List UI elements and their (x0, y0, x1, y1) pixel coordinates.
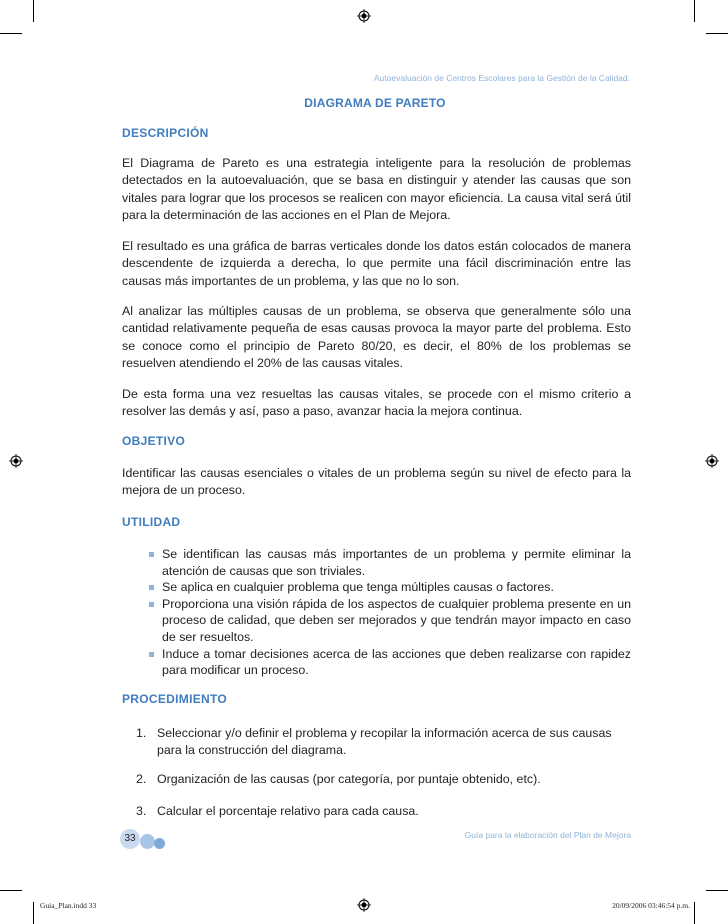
step-number: 1. (136, 726, 147, 740)
registration-mark-left-icon (9, 454, 23, 468)
decorative-circle (154, 838, 165, 849)
step-item (136, 771, 541, 788)
list-item (148, 546, 631, 579)
bullet-square-icon (149, 552, 154, 557)
slug-timestamp: 20/09/2006 03:46:54 p.m. (612, 901, 690, 910)
step-text: Calcular el porcentaje relativo para cada causa. (157, 804, 419, 818)
step-item (136, 725, 631, 758)
step-number: 3. (136, 804, 147, 818)
step-text: Seleccionar y/o definir el problema y recopilar la información acerca de sus causas para la construcción del diagrama. (157, 726, 612, 757)
heading-objetivo: OBJETIVO (122, 434, 186, 448)
list-item (148, 579, 631, 596)
bullet-square-icon (149, 652, 154, 657)
registration-mark-bottom-icon (357, 898, 371, 912)
heading-utilidad: UTILIDAD (122, 515, 181, 529)
objetivo-paragraph: Identificar las causas esenciales o vitales de un problema según su nivel de efecto para la mejora de un proceso. (122, 466, 631, 498)
descripcion-paragraph-3: Al analizar las múltiples causas de un problema, se observa que generalmente sólo una cantidad relativamente pequeña de esas causas provoca la mayor parte del problema. Esto se conoce como el principio de Pareto 80/20, es decir, el 80% de los problemas se resuelven atendiendo el 20% de las causas vitales. (122, 304, 631, 370)
list-item-text: Se aplica en cualquier problema que tenga múltiples causas o factores. (162, 580, 554, 595)
list-item-text: Induce a tomar decisiones acerca de las acciones que deben realizarse con rapidez para modificar un proceso. (162, 646, 631, 678)
registration-mark-top-icon (357, 9, 371, 23)
decorative-circle (140, 834, 155, 849)
heading-procedimiento: PROCEDIMIENTO (122, 692, 228, 706)
heading-descripcion: DESCRIPCIÓN (122, 126, 209, 140)
step-number: 2. (136, 772, 147, 786)
page-number: 33 (120, 829, 140, 849)
bullet-square-icon (149, 602, 154, 607)
list-item (148, 646, 631, 679)
running-header: Autoevaluación de Centros Escolares para la Gestión de la Calidad. (373, 73, 630, 83)
list-item (148, 596, 631, 646)
descripcion-paragraph-4: De esta forma una vez resueltas las causas vitales, se procede con el mismo criterio a resolver las demás y así, paso a paso, avanzar hacia la mejora continua. (122, 387, 631, 419)
bullet-square-icon (149, 585, 154, 590)
list-item-text: Proporciona una visión rápida de los aspectos de cualquier problema presente en un proceso de calidad, que deben ser mejorados y que tendrán mayor impacto en caso de ser resueltos. (162, 596, 631, 644)
page-title: DIAGRAMA DE PARETO (304, 96, 446, 110)
utilidad-list (148, 546, 631, 679)
descripcion-paragraph-1: El Diagrama de Pareto es una estrategia inteligente para la resolución de problemas detectados en la autoevaluación, que se basa en distinguir y atender las causas que son vitales para lograr que los procesos se realicen con mayor eficiencia. La causa vital será útil para la determinación de las acciones en el Plan de Mejora. (122, 156, 631, 222)
step-text: Organización de las causas (por categoría, por puntaje obtenido, etc). (157, 772, 541, 786)
list-item-text: Se identifican las causas más importantes de un problema y permite eliminar la atención de causas que son triviales. (162, 547, 631, 578)
running-footer: Guía para la elaboración del Plan de Mejora (464, 830, 631, 840)
descripcion-paragraph-2: El resultado es una gráfica de barras verticales donde los datos están colocados de manera descendente de izquierda a derecha, lo que permite una fácil discriminación entre las causas más importantes de un problema, y las que no lo son. (122, 239, 631, 288)
slug-filename: Guia_Plan.indd 33 (40, 901, 97, 910)
step-item (136, 803, 419, 820)
registration-mark-right-icon (705, 454, 719, 468)
